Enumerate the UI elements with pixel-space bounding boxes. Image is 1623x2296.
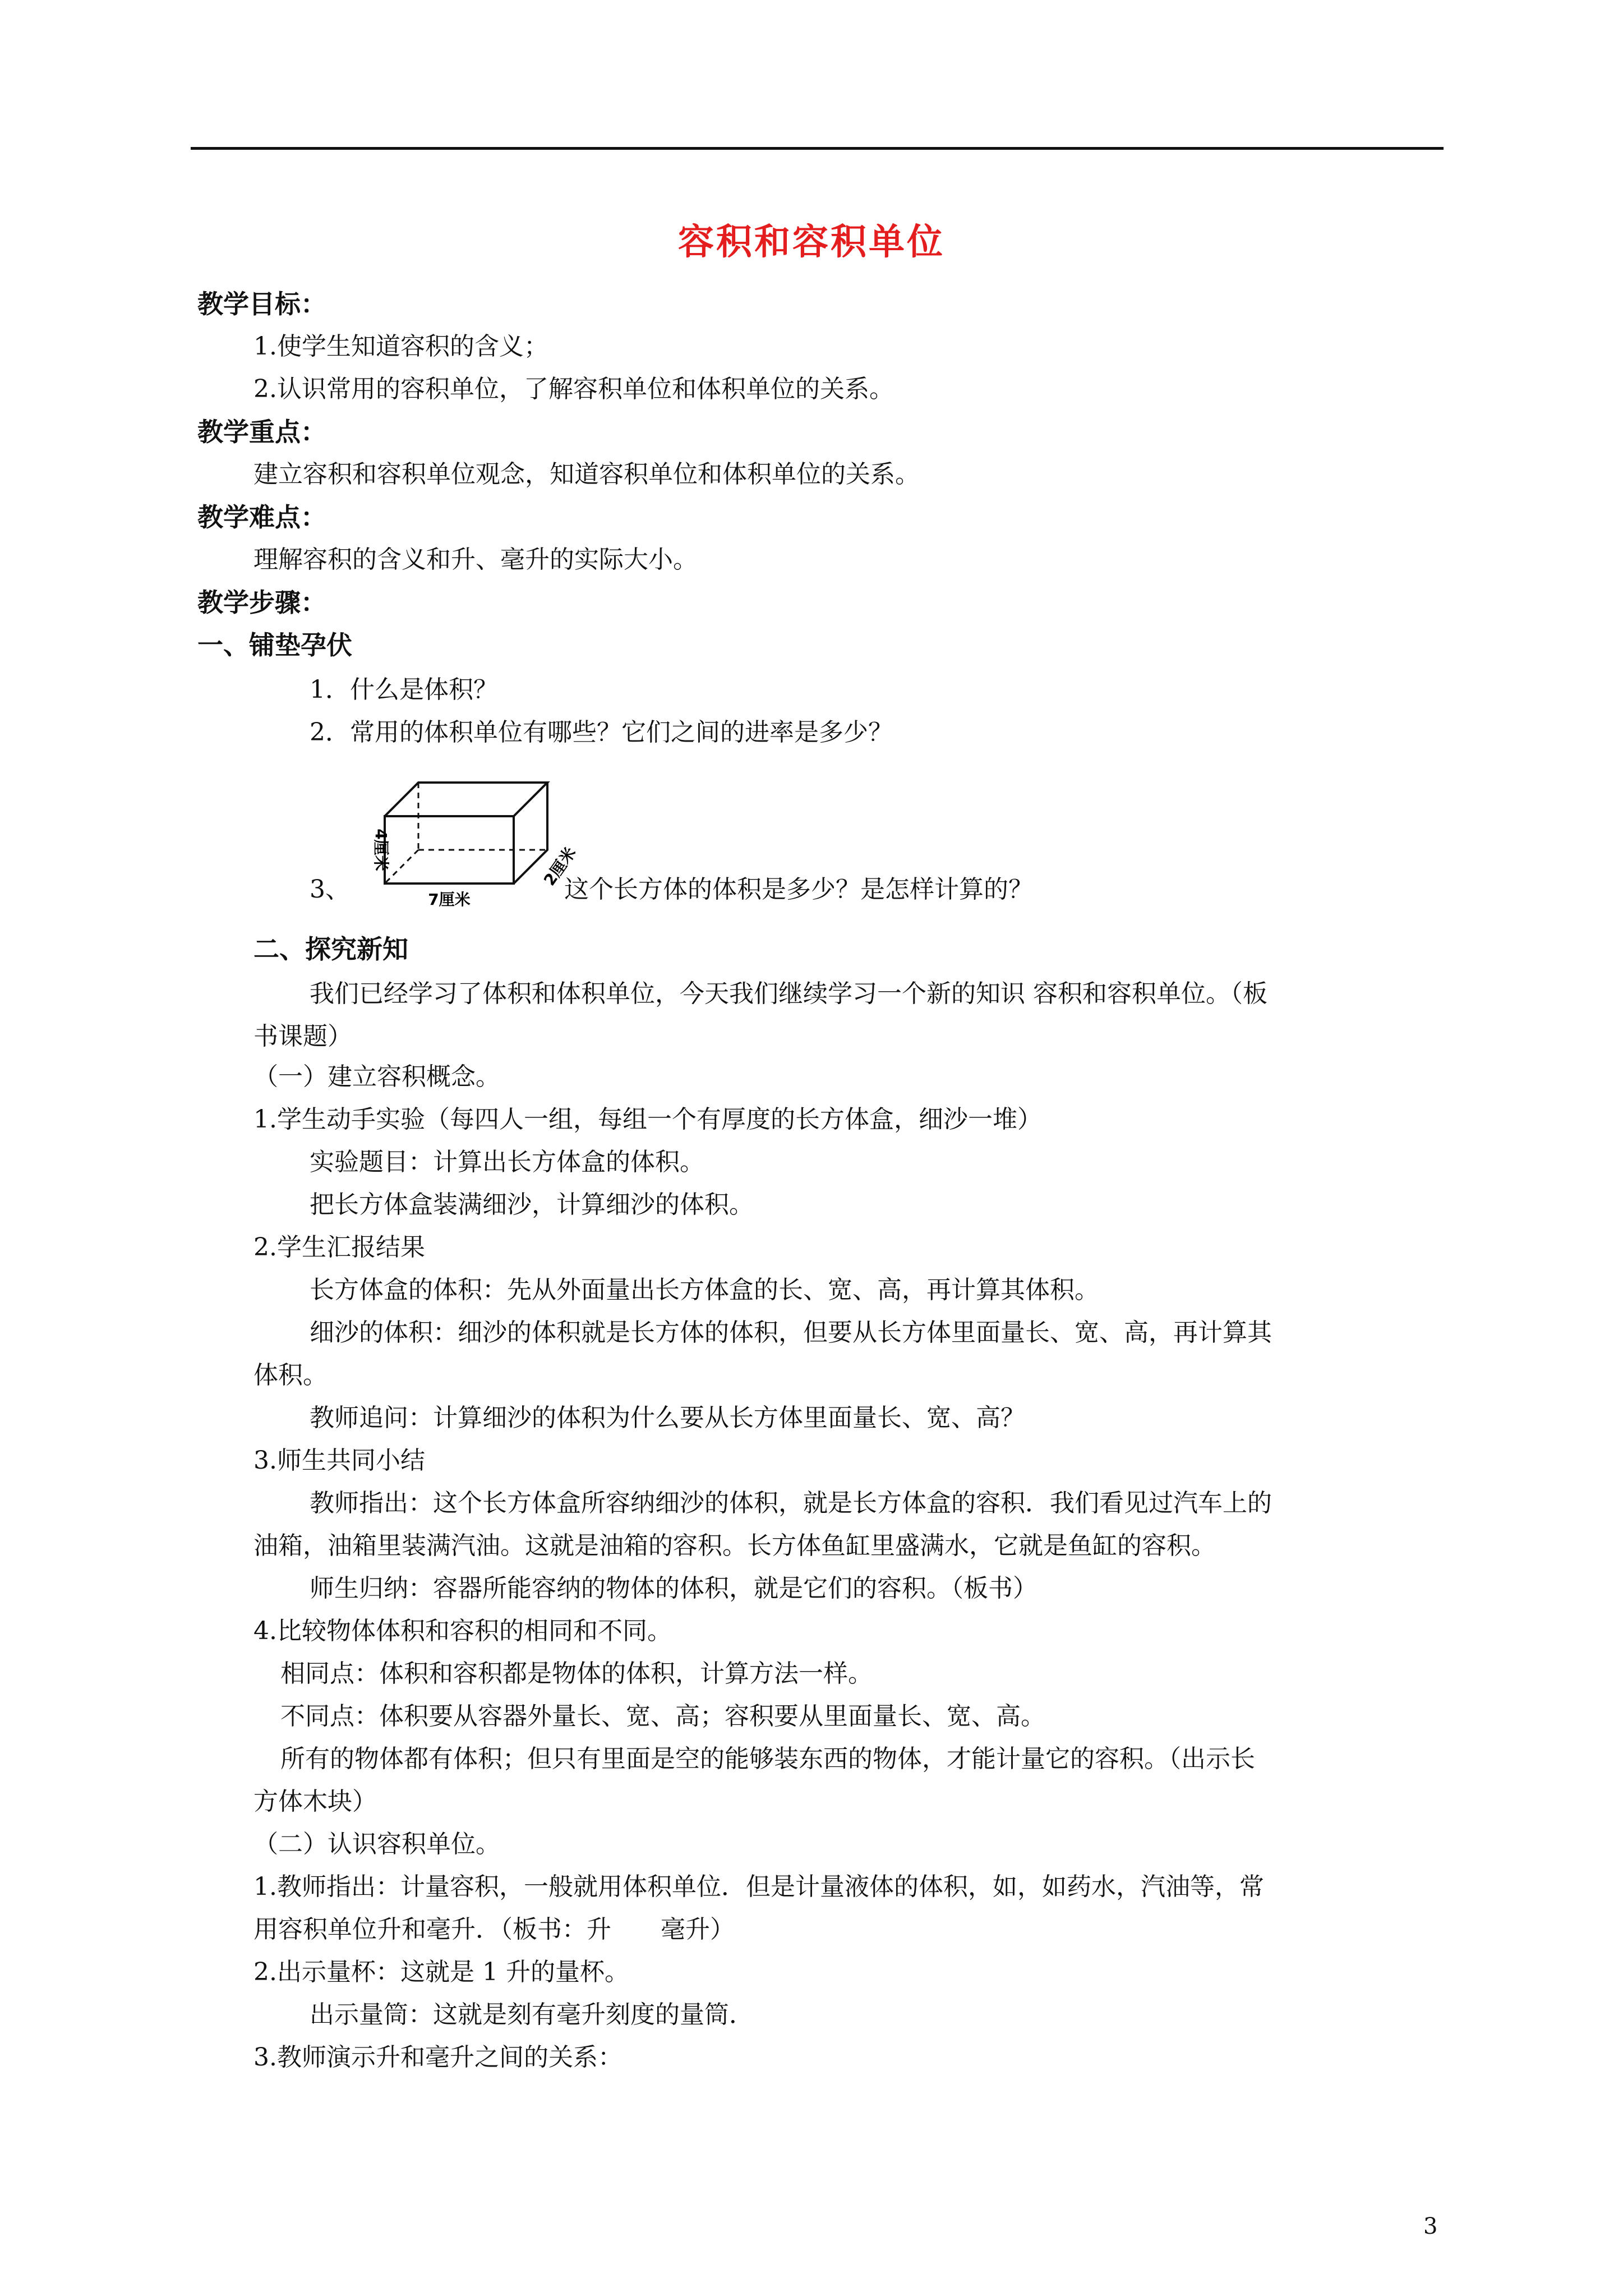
- header-rule: [191, 147, 1444, 150]
- goal-2: 2.认识常用的容积单位，了解容积单位和体积单位的关系。: [253, 375, 894, 403]
- step-2-3: 3.教师演示升和毫升之间的关系：: [253, 2043, 623, 2072]
- subsection-1: （一）建立容积概念。: [253, 1062, 500, 1091]
- difficulty-heading: 教学难点：: [197, 502, 326, 532]
- width-label: 2厘米: [540, 844, 580, 889]
- step-1-2b-line-1: 细沙的体积：细沙的体积就是长方体的体积，但要从长方体里面量长、宽、高，再计算其: [310, 1318, 1272, 1347]
- goal-1: 1.使学生知道容积的含义；: [253, 332, 548, 361]
- step-1-4c-line-1: 所有的物体都有体积；但只有里面是空的能够装东西的物体，才能计量它的容积。（出示长: [280, 1745, 1255, 1773]
- step-1-4a: 相同点：体积和容积都是物体的体积，计算方法一样。: [280, 1659, 873, 1688]
- step-1-3: 3.师生共同小结: [253, 1446, 425, 1475]
- step-1-3a-line-1: 教师指出：这个长方体盒所容纳细沙的体积，就是长方体盒的容积．我们看见过汽车上的: [310, 1489, 1272, 1517]
- step-2-2a: 出示量筒：这就是刻有毫升刻度的量筒．: [310, 2000, 754, 2029]
- steps-heading: 教学步骤：: [197, 587, 326, 618]
- intro-line-1: 我们已经学习了体积和体积单位，今天我们继续学习一个新的知识 容积和容积单位。（板: [310, 979, 1267, 1008]
- key-text: 建立容积和容积单位观念，知道容积单位和体积单位的关系。: [253, 460, 920, 489]
- page-title: 容积和容积单位: [678, 221, 945, 263]
- question-3-number: 3、: [310, 875, 350, 904]
- cuboid-figure: [362, 766, 598, 912]
- step-1-1: 1.学生动手实验（每四人一组，每组一个有厚度的长方体盒，细沙一堆）: [253, 1105, 1042, 1134]
- part1-heading: 一、铺垫孕伏: [197, 630, 352, 660]
- step-2-1-line-1: 1.教师指出：计量容积，一般就用体积单位．但是计量液体的体积，如，如药水，汽油等，常: [253, 1872, 1264, 1901]
- step-1-2b-line-2: 体积。: [253, 1361, 328, 1389]
- step-1-2c: 教师追问：计算细沙的体积为什么要从长方体里面量长、宽、高？: [310, 1404, 1025, 1432]
- length-label: 7厘米: [428, 890, 471, 909]
- question-1: 1．什么是体积？: [310, 675, 498, 704]
- question-2: 2．常用的体积单位有哪些？它们之间的进率是多少？: [310, 718, 893, 747]
- intro-line-2: 书课题）: [253, 1022, 352, 1051]
- step-1-1b: 把长方体盒装满细沙，计算细沙的体积。: [310, 1190, 754, 1219]
- step-1-3b: 师生归纳：容器所能容纳的物体的体积，就是它们的容积。（板书）: [310, 1574, 1038, 1603]
- question-3-text: 这个长方体的体积是多少？是怎样计算的？: [564, 875, 1033, 904]
- goals-heading: 教学目标：: [197, 289, 326, 319]
- step-1-2a: 长方体盒的体积：先从外面量出长方体盒的长、宽、高，再计算其体积。: [310, 1276, 1099, 1304]
- difficulty-text: 理解容积的含义和升、毫升的实际大小。: [253, 545, 698, 574]
- cuboid-right-face: [514, 783, 547, 884]
- key-heading: 教学重点：: [197, 417, 326, 447]
- step-1-3a-line-2: 油箱，油箱里装满汽油。这就是油箱的容积。长方体鱼缸里盛满水，它就是鱼缸的容积。: [253, 1531, 1216, 1560]
- step-1-1a: 实验题目：计算出长方体盒的体积。: [310, 1148, 704, 1176]
- step-1-4c-line-2: 方体木块）: [253, 1787, 377, 1816]
- part2-heading: 二、探究新知: [253, 934, 408, 964]
- step-1-4: 4.比较物体体积和容积的相同和不同。: [253, 1617, 672, 1645]
- page-number: 3: [1423, 2214, 1438, 2239]
- step-1-4b: 不同点：体积要从容器外量长、宽、高；容积要从里面量长、宽、高。: [280, 1702, 1045, 1731]
- step-1-2: 2.学生汇报结果: [253, 1233, 425, 1262]
- subsection-2: （二）认识容积单位。: [253, 1830, 500, 1858]
- height-label: 4厘米: [372, 829, 390, 871]
- step-2-2: 2.出示量杯：这就是 1 升的量杯。: [253, 1958, 629, 1986]
- step-2-1-line-2: 用容积单位升和毫升．（板书：升 毫升）: [253, 1915, 735, 1944]
- cuboid-top-face: [385, 783, 547, 816]
